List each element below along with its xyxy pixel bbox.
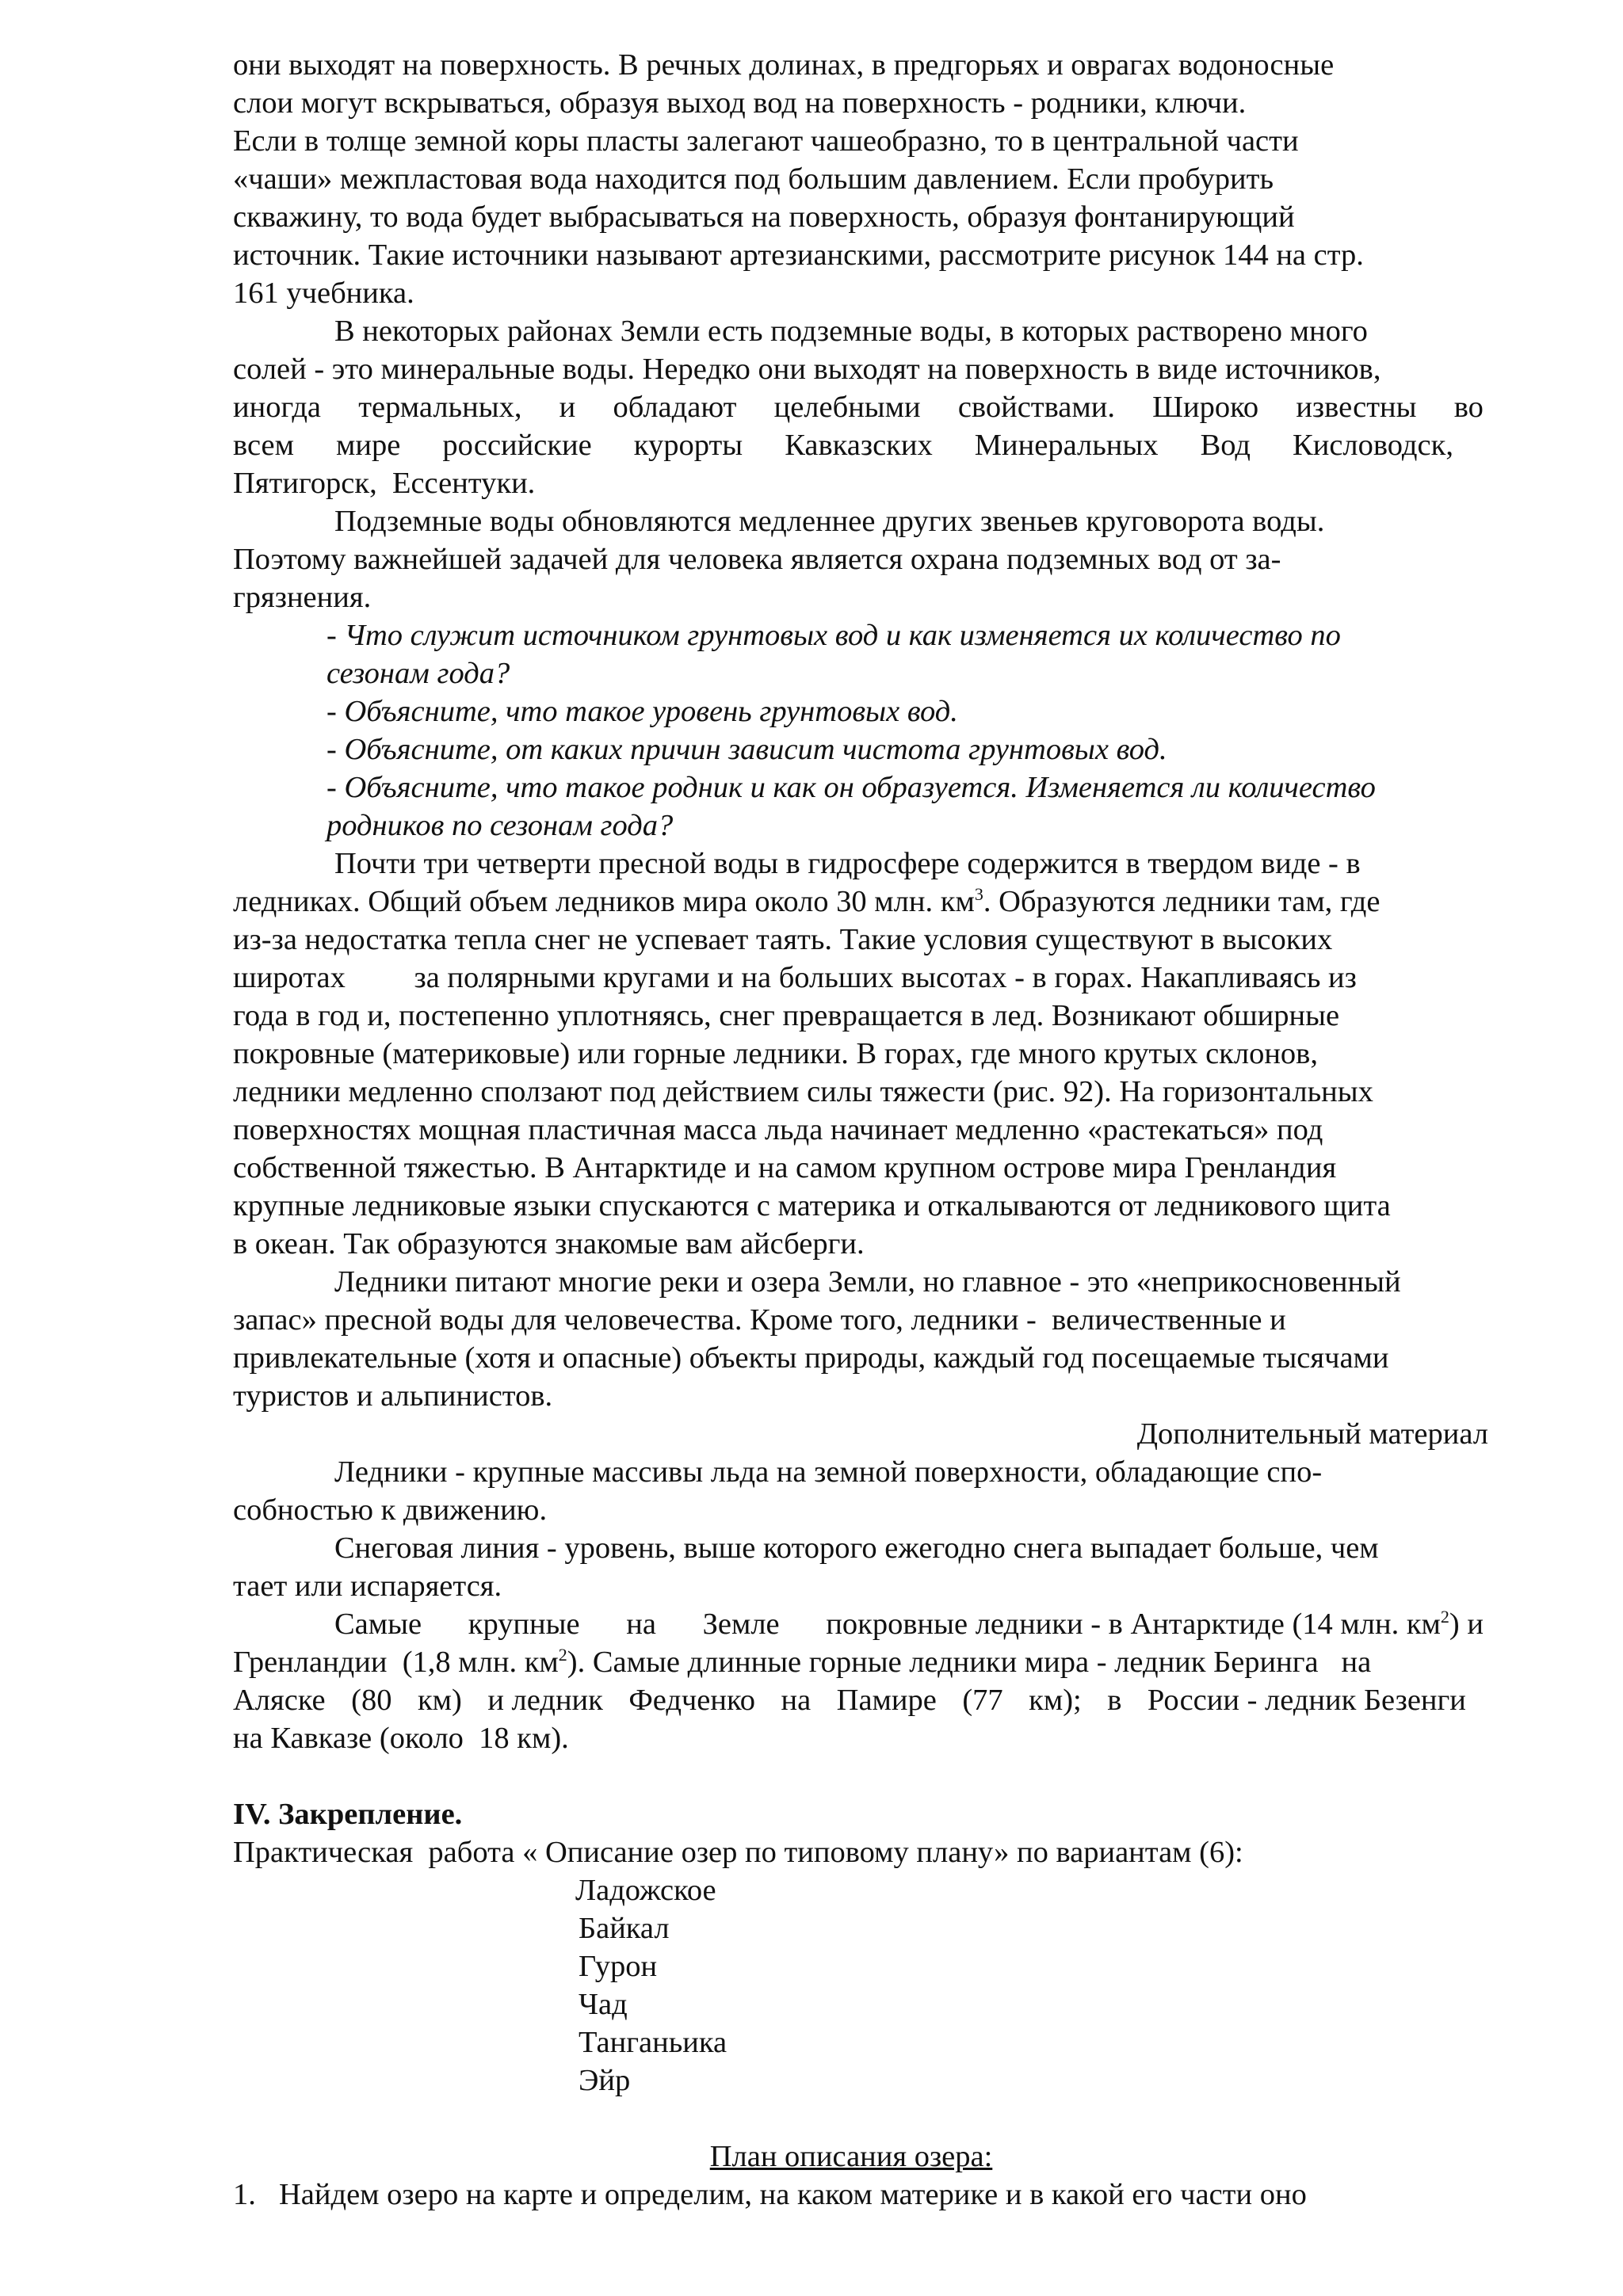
lake-item: Гурон (579, 1950, 658, 1983)
text-line: ледники медленно сползают под действием силы тяжести (рис. 92). На горизонтальных (233, 1075, 1373, 1108)
question-line: - Что служит источником грунтовых вод и как изменяется их количество по (327, 619, 1341, 652)
word: Федченко (628, 1684, 755, 1717)
plan-list (233, 2176, 1493, 2214)
word: мире (336, 429, 401, 462)
text-line: солей - это минеральные воды. Нередко они выходят на поверхность в виде источников, (233, 353, 1381, 386)
question-line: - Объясните, что такое уровень грунтовых вод. (327, 695, 958, 728)
text-line: широтах за полярными кругами и на больших высотах - в горах. Накапливаясь из (233, 961, 1357, 994)
justified-line (233, 426, 1453, 464)
word: обладают (613, 391, 737, 424)
word: курорты (633, 429, 743, 462)
paragraph-glacier-feed (233, 1263, 1493, 1415)
justified-line (233, 1605, 1484, 1643)
text-line: В некоторых районах Земли есть подземные воды, в которых растворено много (334, 315, 1368, 348)
text-line: из-за недостатка тепла снег не успевает таять. Такие условия существуют в высоких (233, 923, 1333, 956)
justified-line (233, 388, 1484, 426)
question-line: - Объясните, что такое родник и как он образуется. Изменяется ли количество (327, 771, 1376, 804)
text-line: поверхностях мощная пластичная масса льда начинает медленно «растекаться» под (233, 1113, 1323, 1146)
word: в (1107, 1684, 1122, 1717)
text-line: в океан. Так образуются знакомые вам айсберги. (233, 1227, 865, 1261)
text-line: туристов и альпинистов. (233, 1379, 553, 1413)
paragraph-glaciers (233, 845, 1493, 1263)
text-line: Снеговая линия - уровень, выше которого ежегодно снега выпадает больше, чем (334, 1531, 1379, 1565)
justified-line (233, 1681, 1466, 1719)
text-line: привлекательные (хотя и опасные) объекты природы, каждый год посещаемые тысячами (233, 1341, 1389, 1375)
word: Кисловодск, (1293, 429, 1453, 462)
text-line: Ледники - крупные массивы льда на земной поверхности, обладающие спо- (334, 1455, 1323, 1489)
word: км); (1029, 1684, 1082, 1717)
word: покровные ледники - в Антарктиде (14 млн. $км^2$) и (826, 1607, 1484, 1641)
lake-list (233, 1871, 1493, 2100)
paragraph-springs (233, 46, 1493, 312)
text-line: «чаши» межпластовая вода находится под большим давлением. Если пробурить (233, 162, 1274, 196)
word: и (559, 391, 576, 424)
word: России - ледник Безенги (1147, 1684, 1466, 1717)
text-line: крупные ледниковые языки спускаются с материка и откалываются от ледникового щита (233, 1189, 1391, 1222)
text-line: грязнения. (233, 581, 372, 614)
text-line: Подземные воды обновляются медленнее других звеньев круговорота воды. (334, 505, 1325, 538)
text-line: собностью к движению. (233, 1493, 548, 1527)
word: термальных, (358, 391, 522, 424)
question-line: родников по сезонам года? (327, 809, 674, 842)
word: Минеральных (974, 429, 1159, 462)
document-page (233, 46, 1493, 2214)
word: Аляске (233, 1684, 326, 1717)
word: свойствами. (957, 391, 1115, 424)
extra-material-heading: Дополнительный материал (1136, 1417, 1488, 1451)
paragraph-renewal (233, 502, 1493, 616)
word: (80 (351, 1684, 392, 1717)
word: на (781, 1684, 812, 1717)
word: на (626, 1608, 656, 1641)
lake-item: Чад (579, 1988, 628, 2021)
text-line: Если в толще земной коры пласты залегают чашеобразно, то в центральной части (233, 124, 1299, 158)
plan-item-text: Найдем озеро на карте и определим, на каком материке и в какой его части оно (279, 2178, 1307, 2211)
practical-work-line: Практическая работа « Описание озер по типовому плану» по вариантам (6): (233, 1836, 1243, 1869)
word: всем (233, 429, 294, 462)
text-line: они выходят на поверхность. В речных долинах, в предгорьях и оврагах водоносные (233, 48, 1335, 82)
word: иногда (233, 391, 322, 424)
text-line: слои могут вскрываться, образуя выход вод на поверхность - родники, ключи. (233, 86, 1247, 120)
word: известны (1296, 391, 1417, 424)
text-line: ледниках. Общий объем ледников мира около 30 млн. $км^3$. Образуются ледники там, где (233, 884, 1381, 918)
text-line: тает или испаряется. (233, 1569, 502, 1603)
word: целебными (773, 391, 921, 424)
text-line: запас» пресной воды для человечества. Кроме того, ледники - величественные и (233, 1303, 1286, 1337)
text-line: Ледники питают многие реки и озера Земли, но главное - это «неприкосновенный (334, 1265, 1401, 1299)
paragraph-mineral-waters (233, 312, 1493, 502)
question-line: - Объясните, от каких причин зависит чистота грунтовых вод. (327, 733, 1167, 766)
section-title: IV. Закрепление. (233, 1798, 463, 1831)
lake-item: Эйр (579, 2064, 631, 2097)
text-line: года в год и, постепенно уплотняясь, снег превращается в лед. Возникают обширные (233, 999, 1340, 1032)
plan-title: План описания озера: (709, 2140, 993, 2173)
word: крупные (468, 1608, 580, 1641)
word: км) (417, 1684, 462, 1717)
word: Широко (1152, 391, 1259, 424)
question-line: сезонам года? (327, 657, 510, 690)
text-line: на Кавказе (около 18 км). (233, 1722, 569, 1755)
text-line: скважину, то вода будет выбрасываться на поверхность, образуя фонтанирующий (233, 200, 1295, 234)
text-line: Гренландии (1,8 млн. $км^2$). Самые длинные горные ледники мира - ледник Беринга на (233, 1645, 1372, 1679)
text-line: собственной тяжестью. В Антарктиде и на самом крупном острове мира Гренландия (233, 1151, 1337, 1184)
text-line: источник. Такие источники называют артезианскими, рассмотрите рисунок 144 на стр. (233, 238, 1364, 272)
text-line: покровные (материковые) или горные ледники. В горах, где много крутых склонов, (233, 1037, 1318, 1070)
word: (77 (962, 1684, 1003, 1717)
plan-item (233, 2176, 1493, 2214)
word: Кавказских (785, 429, 933, 462)
text-line: 161 учебника. (233, 277, 414, 310)
word: Вод (1200, 429, 1251, 462)
definitions (233, 1453, 1493, 1757)
text-line: Поэтому важнейшей задачей для человека является охрана подземных вод от за- (233, 543, 1281, 576)
word: Самые (334, 1608, 422, 1641)
lake-item: Байкал (579, 1912, 670, 1945)
word: и ледник (487, 1684, 603, 1717)
lake-item: Ладожское (575, 1874, 716, 1907)
question-list (233, 616, 1493, 845)
text-line: Почти три четверти пресной воды в гидросфере содержится в твердом виде - в (334, 847, 1361, 880)
word: Земле (702, 1608, 780, 1641)
plan-item-number: 1. (233, 2178, 256, 2211)
word: Памире (836, 1684, 937, 1717)
text-line: Пятигорск, Ессентуки. (233, 467, 536, 500)
lake-item: Танганьика (579, 2026, 727, 2059)
word: российские (442, 429, 592, 462)
word: во (1453, 391, 1484, 424)
